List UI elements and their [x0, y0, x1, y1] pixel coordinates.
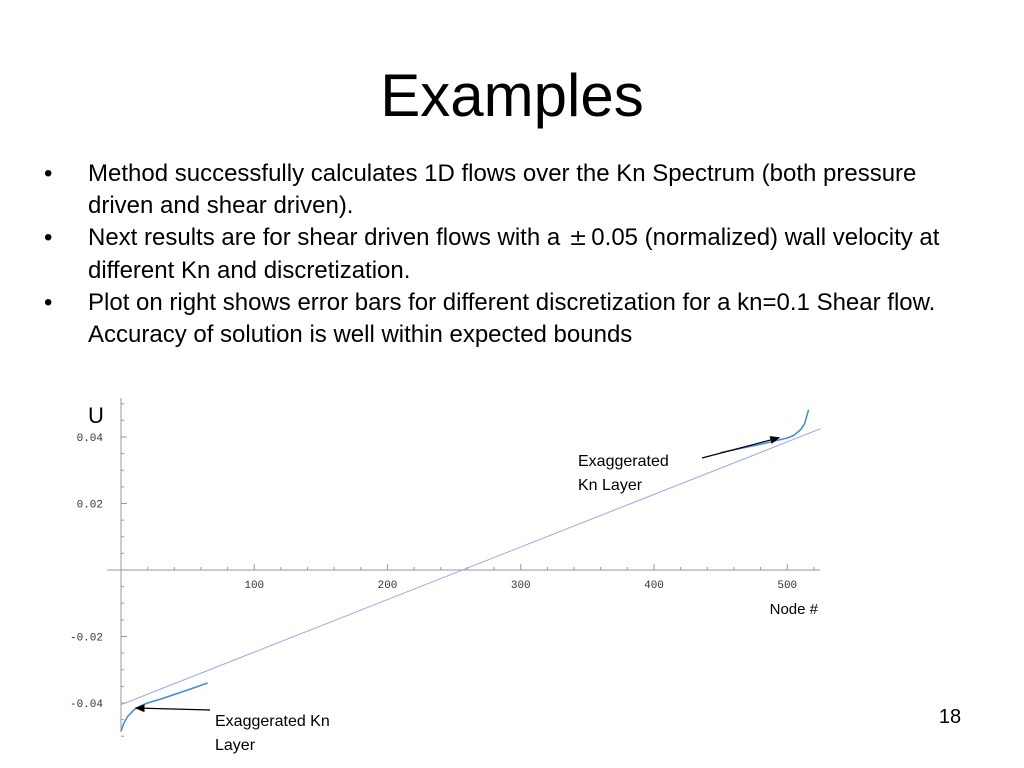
x-axis-label: Node # [769, 601, 818, 618]
x-tick-label: 100 [244, 580, 265, 592]
annotation-label: Layer [215, 737, 256, 754]
page-number: 18 [938, 706, 962, 728]
annotations [136, 438, 780, 754]
bullet-marker: • [44, 289, 53, 316]
bullet-text-after: 0.05 (normalized) wall velocity at different Kn and discretization. [88, 224, 940, 284]
annotation-arrow [702, 438, 779, 458]
series-line [121, 683, 208, 731]
annotation-label: Kn Layer [578, 477, 643, 494]
x-tick-label: 200 [377, 580, 398, 592]
x-tick-label: 400 [644, 580, 664, 592]
bullet-text: Method successfully calculates 1D flows over the Kn Spectrum (both pressure driven and shear driven). [88, 160, 917, 219]
bullet-text-before: Next results are for shear driven flows with a [88, 224, 561, 251]
axes [70, 398, 820, 736]
x-tick-label: 500 [777, 580, 798, 592]
annotation-arrow [136, 708, 210, 710]
y-tick-label: -0.02 [69, 632, 103, 645]
series-line [121, 429, 821, 705]
y-tick-label: -0.04 [69, 699, 103, 711]
bullet-text: Plot on right shows error bars for different discretization for a kn=0.1 Shear flow. Accuracy of solution is well within expected bounds [88, 289, 936, 348]
annotation-label: Exaggerated [578, 453, 669, 470]
plus-minus-symbol: ± [568, 226, 588, 251]
x-tick-label: 300 [510, 580, 531, 592]
y-axis-label: U [88, 403, 104, 428]
y-tick-label: 0.04 [76, 433, 103, 445]
y-tick-label: 0.02 [76, 499, 103, 512]
bullet-marker: • [44, 160, 53, 187]
series-line [721, 410, 809, 453]
bullet-marker: • [44, 224, 53, 251]
slide-title: Examples [380, 62, 644, 129]
annotation-label: Exaggerated Kn [215, 713, 330, 730]
